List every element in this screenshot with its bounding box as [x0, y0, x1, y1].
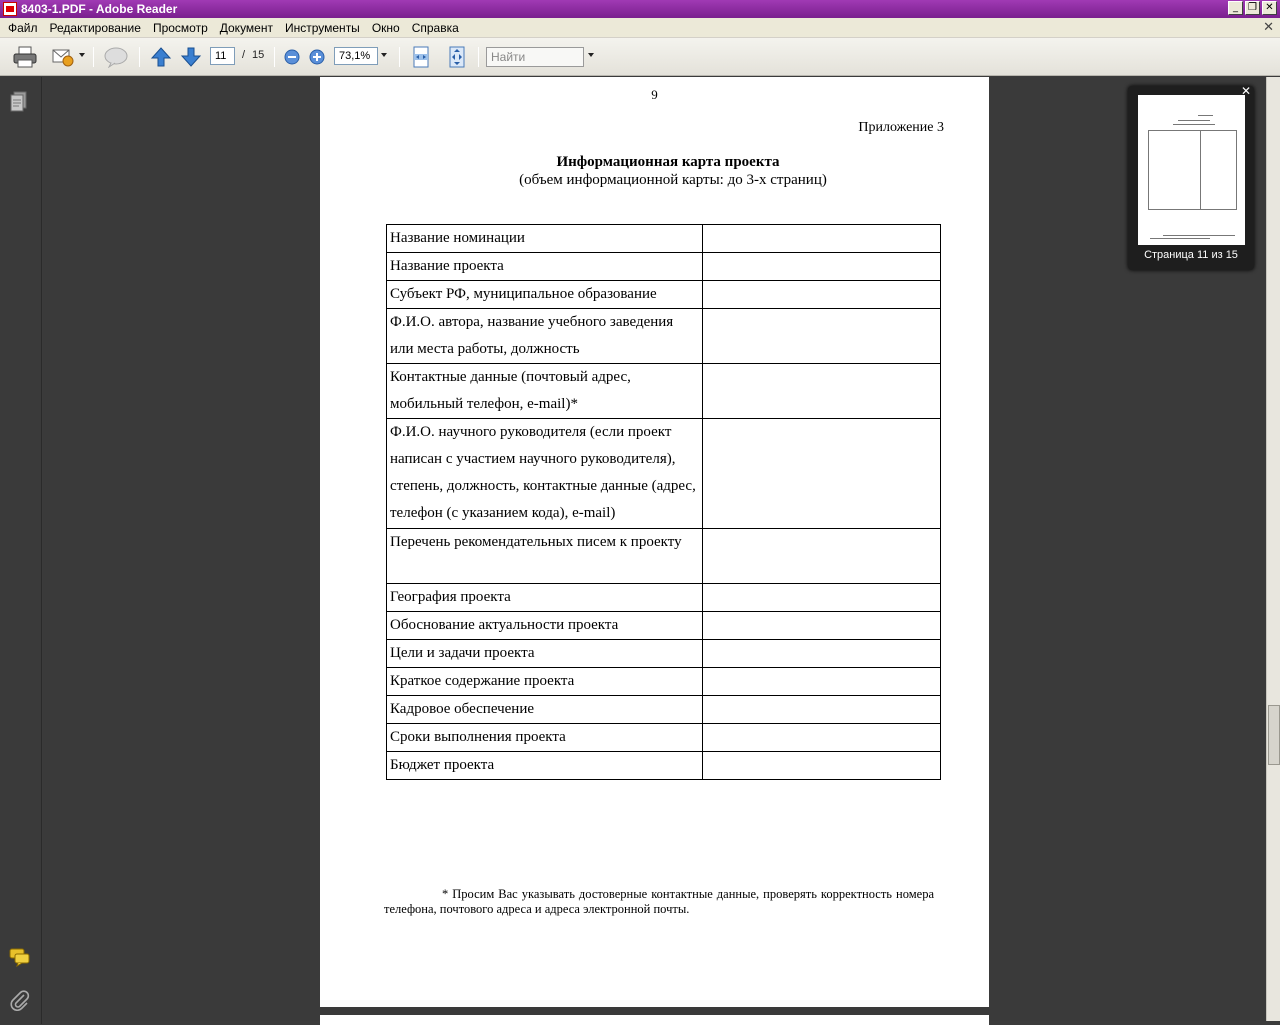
zoom-in-button[interactable] [307, 45, 327, 69]
print-icon [13, 46, 37, 68]
thumbnail-table-divider [1200, 130, 1201, 210]
row-label: Субъект РФ, муниципальное образование [387, 281, 703, 309]
attachments-icon[interactable] [9, 989, 31, 1011]
menu-tools[interactable]: Инструменты [284, 20, 360, 35]
document-viewport[interactable] [43, 77, 1266, 1021]
fit-page-button[interactable] [444, 45, 470, 69]
thumbnail-text-line [1178, 120, 1210, 121]
row-value [702, 529, 940, 584]
row-label: Перечень рекомендательных писем к проекту [387, 529, 703, 584]
footnote-text: * Просим Вас указывать достоверные контактные данные, проверять корректность номера телефона, почтового адреса и адреса электронной почты. [384, 887, 934, 916]
page-thumbnail-popup [1128, 86, 1254, 270]
pdf-page [320, 77, 989, 1007]
table-row [387, 752, 941, 780]
row-label: Контактные данные (почтовый адрес, мобильный телефон, e-mail)* [387, 364, 703, 419]
thumbnail-text-line [1198, 115, 1213, 116]
next-page-icon [180, 46, 202, 68]
row-value [702, 640, 940, 668]
table-row [387, 529, 941, 584]
row-label: Название номинации [387, 225, 703, 253]
row-label: Название проекта [387, 253, 703, 281]
table-row [387, 253, 941, 281]
zoom-in-icon [309, 49, 325, 65]
zoom-input[interactable]: 73,1% [334, 47, 378, 65]
appendix-label: Приложение 3 [858, 120, 944, 135]
row-label: Бюджет проекта [387, 752, 703, 780]
info-card-table-body [387, 225, 941, 780]
zoom-out-icon [284, 49, 300, 65]
total-pages: 15 [252, 49, 265, 61]
print-button[interactable] [10, 45, 40, 69]
table-row [387, 696, 941, 724]
row-label: Цели и задачи проекта [387, 640, 703, 668]
menu-edit[interactable]: Редактирование [49, 20, 141, 35]
thumbnail-close-button[interactable]: ✕ [1240, 84, 1251, 98]
page-number-input[interactable]: 11 [210, 47, 235, 65]
toolbar-separator [139, 47, 140, 67]
row-label: Кадровое обеспечение [387, 696, 703, 724]
thumbnail-table [1148, 130, 1237, 210]
window-controls [1228, 1, 1277, 15]
next-page-button[interactable] [177, 45, 205, 69]
page-separator: / [242, 49, 246, 61]
previous-page-button[interactable] [147, 45, 175, 69]
email-icon [51, 46, 75, 68]
row-value [702, 752, 940, 780]
table-row [387, 225, 941, 253]
toolbar-separator [399, 47, 400, 67]
navigation-panel [0, 77, 42, 1024]
restore-button[interactable]: ❐ [1245, 1, 1260, 15]
title-bar [0, 0, 1280, 18]
table-row [387, 584, 941, 612]
table-row [387, 419, 941, 529]
fit-width-icon [412, 46, 430, 68]
row-value [702, 364, 940, 419]
footnote [384, 887, 934, 917]
row-value [702, 612, 940, 640]
find-dropdown-arrow[interactable] [588, 53, 594, 57]
adobe-reader-icon [3, 2, 17, 16]
menu-file[interactable]: Файл [8, 20, 38, 35]
thumbnail-text-line [1173, 124, 1215, 125]
pages-icon[interactable] [9, 91, 29, 113]
table-row [387, 612, 941, 640]
table-row [387, 724, 941, 752]
minimize-button[interactable]: _ [1228, 1, 1243, 15]
menu-bar [0, 18, 1280, 38]
row-value [702, 668, 940, 696]
table-row [387, 668, 941, 696]
menu-document[interactable]: Документ [219, 20, 273, 35]
info-card-table [386, 224, 941, 780]
email-dropdown-arrow[interactable] [79, 53, 85, 57]
row-value [702, 696, 940, 724]
vertical-scrollbar[interactable] [1266, 77, 1280, 1021]
menu-window[interactable]: Окно [371, 20, 400, 35]
email-button[interactable] [48, 45, 78, 69]
table-row [387, 281, 941, 309]
find-input[interactable]: Найти [486, 47, 584, 67]
row-value [702, 281, 940, 309]
thumbnail-page-preview[interactable] [1138, 95, 1245, 245]
toolbar-separator [93, 47, 94, 67]
fit-width-button[interactable] [408, 45, 434, 69]
menu-help[interactable]: Справка [411, 20, 459, 35]
document-close-button[interactable]: ✕ [1263, 20, 1274, 35]
fit-page-icon [448, 46, 466, 68]
window-title: 8403-1.PDF - Adobe Reader [21, 2, 178, 16]
toolbar-separator [478, 47, 479, 67]
row-label: География проекта [387, 584, 703, 612]
scrollbar-thumb[interactable] [1268, 705, 1280, 765]
menu-view[interactable]: Просмотр [152, 20, 208, 35]
zoom-out-button[interactable] [282, 45, 302, 69]
row-label: Ф.И.О. научного руководителя (если проект написан с участием научного руководителя), степень, должность, контактные данные (адрес, телефон (с указанием кода), e-mail) [387, 419, 703, 529]
zoom-dropdown-arrow[interactable] [381, 53, 387, 57]
row-value [702, 724, 940, 752]
comment-button[interactable] [101, 45, 131, 69]
row-label: Обоснование актуальности проекта [387, 612, 703, 640]
row-value [702, 584, 940, 612]
row-value [702, 309, 940, 364]
row-value [702, 225, 940, 253]
close-button[interactable]: ✕ [1262, 1, 1277, 15]
thumbnail-page-label: Страница 11 из 15 [1144, 249, 1238, 261]
previous-page-icon [150, 46, 172, 68]
row-value [702, 419, 940, 529]
row-label: Краткое содержание проекта [387, 668, 703, 696]
row-label: Ф.И.О. автора, название учебного заведения или места работы, должность [387, 309, 703, 364]
document-title: Информационная карта проекта [556, 154, 780, 170]
thumbnail-text-line [1150, 238, 1210, 239]
row-label: Сроки выполнения проекта [387, 724, 703, 752]
comment-icon [103, 46, 129, 68]
table-row [387, 364, 941, 419]
page-number-label: 9 [651, 87, 658, 102]
comments-icon[interactable] [9, 947, 31, 967]
document-subtitle: (объем информационной карты: до 3-х страниц) [519, 172, 827, 188]
table-row [387, 309, 941, 364]
thumbnail-text-line [1163, 235, 1235, 236]
toolbar [0, 38, 1280, 76]
row-value [702, 253, 940, 281]
table-row [387, 640, 941, 668]
toolbar-separator [274, 47, 275, 67]
